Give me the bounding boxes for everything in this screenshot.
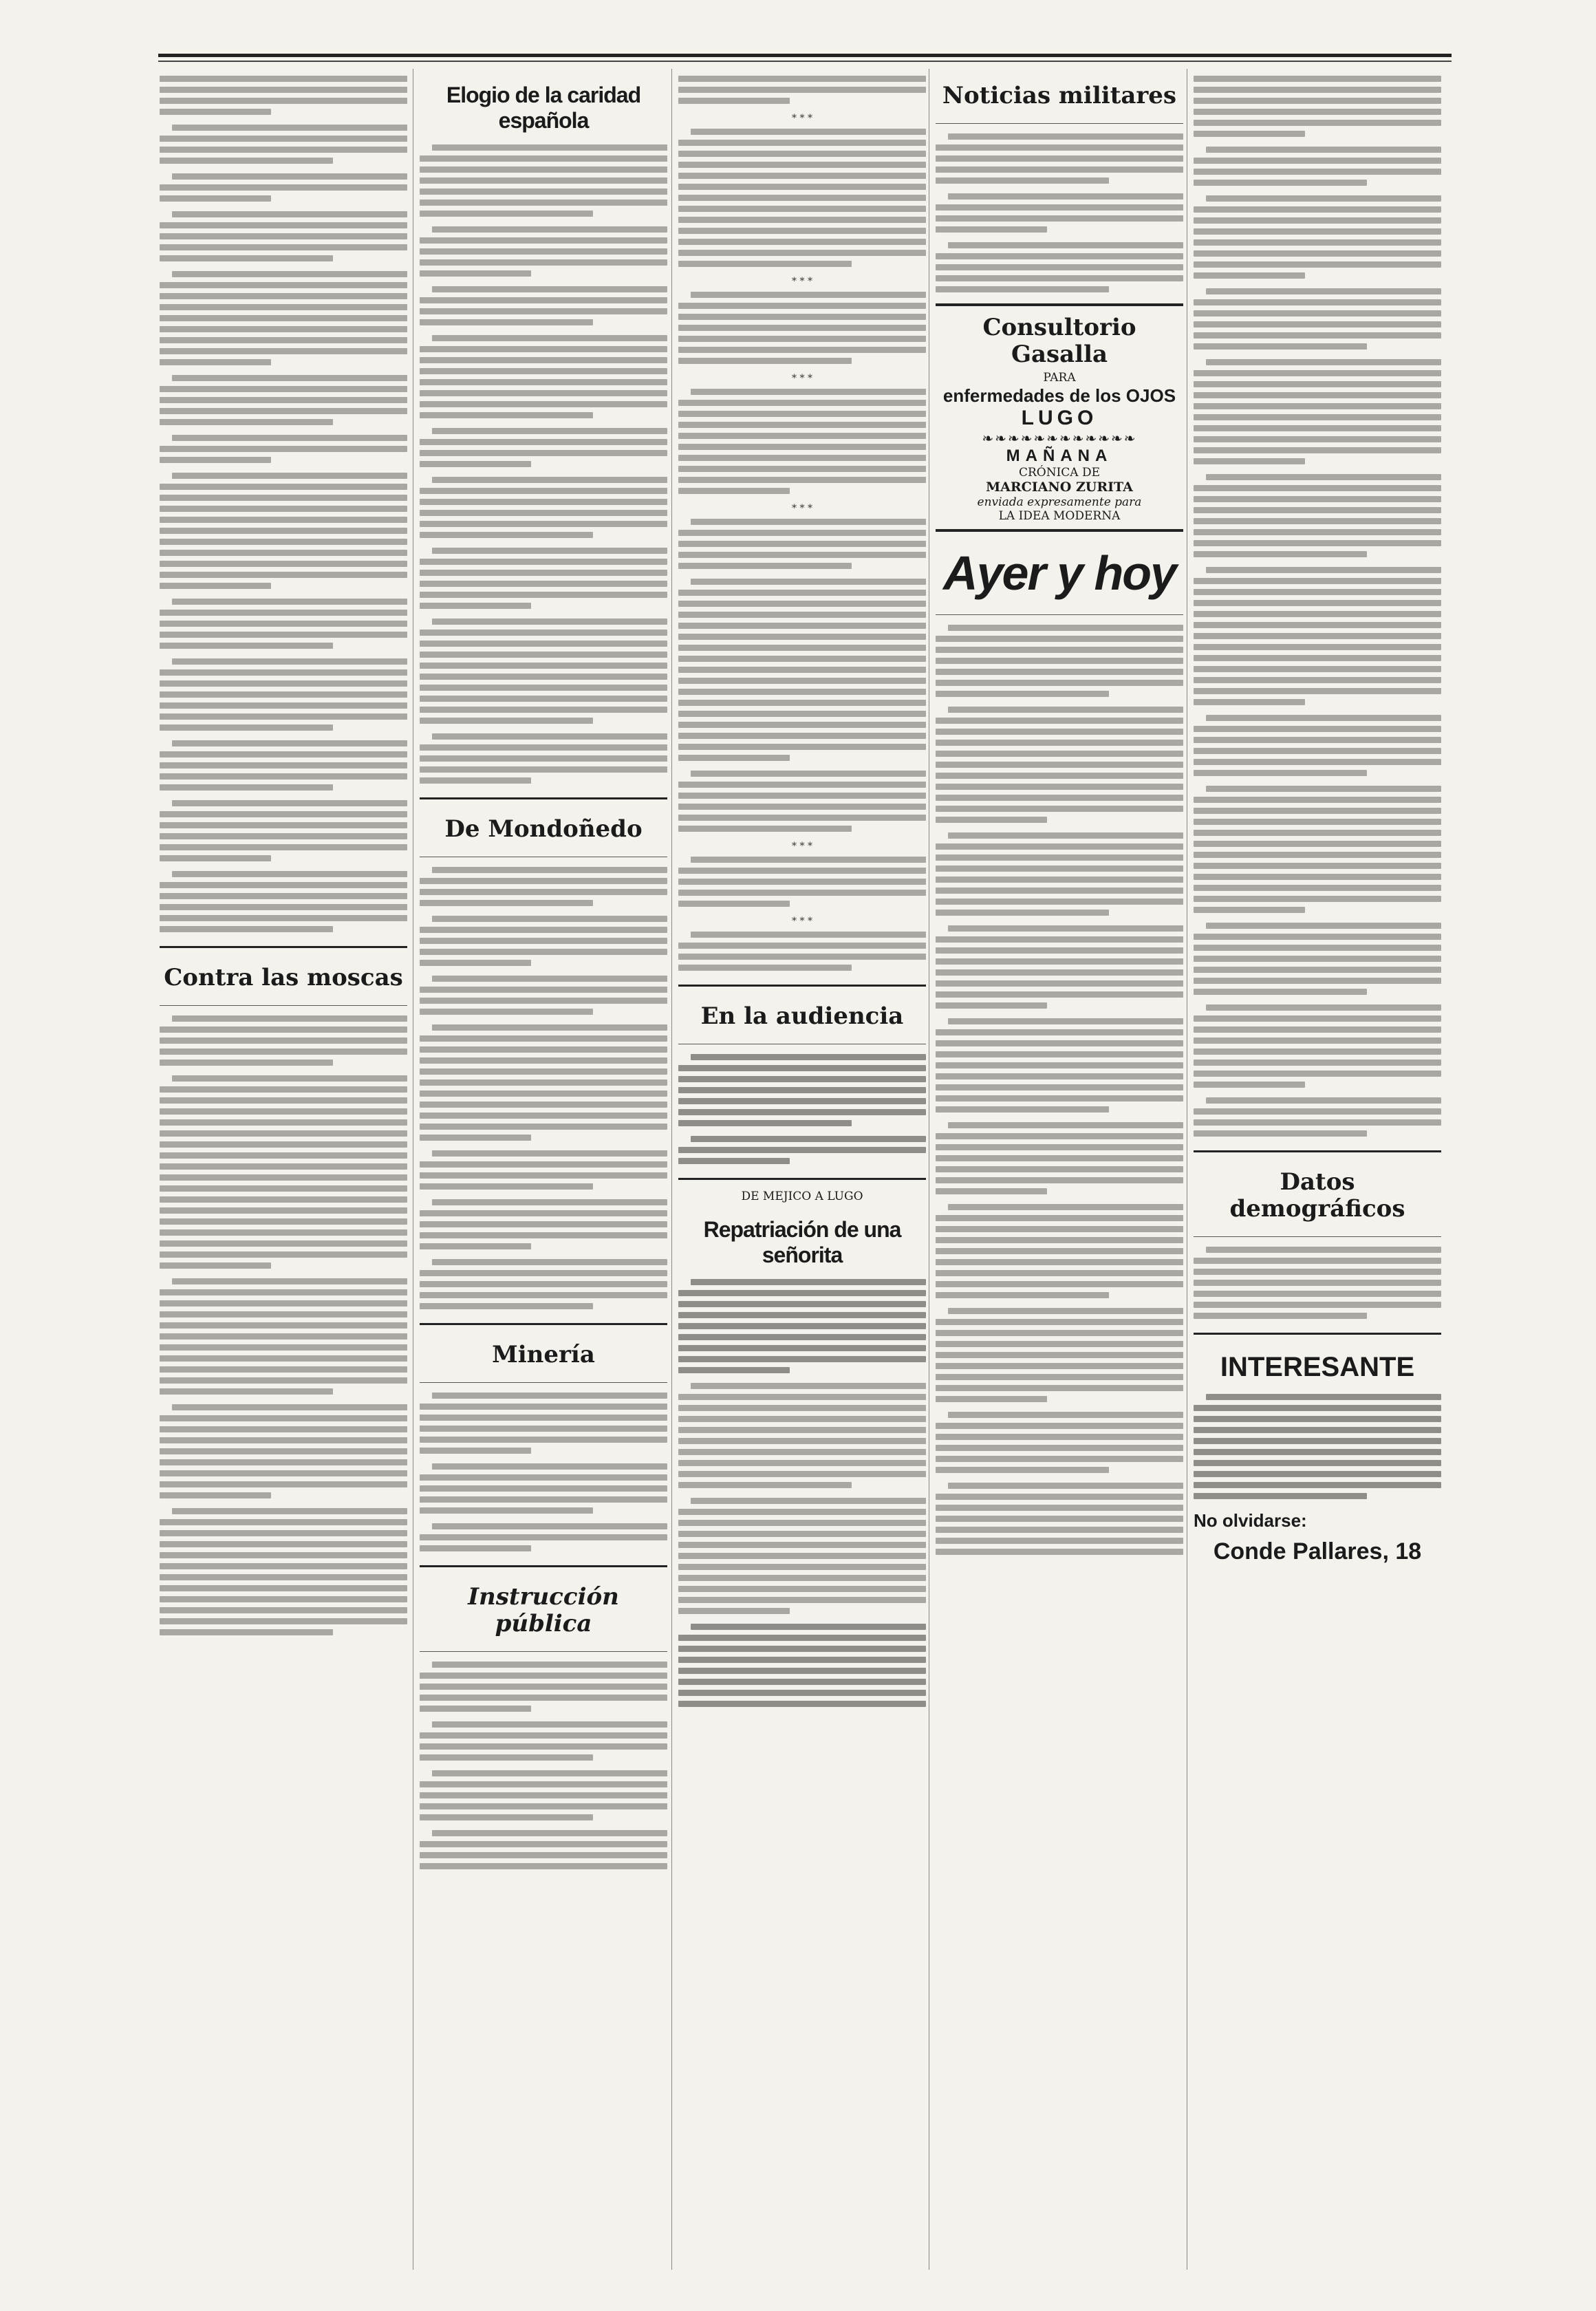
heading-datos: Datos demográficos <box>1229 1168 1405 1223</box>
heading-repatriacion: Repatriación de una señorita <box>703 1217 901 1268</box>
section-rule <box>1194 1236 1441 1237</box>
article-body <box>1194 76 1441 1141</box>
section-rule <box>420 1323 667 1325</box>
article-body <box>936 133 1183 297</box>
kicker-mejico: DE MEJICO A LUGO <box>741 1190 863 1204</box>
heading-noticias: Noticias militares <box>942 82 1177 109</box>
section-rule <box>1194 1333 1441 1335</box>
column-separator <box>671 69 672 2270</box>
top-rule-thin <box>158 61 1452 62</box>
heading-mondonedo: De Mondoñedo <box>444 815 643 843</box>
heading-audiencia: En la audiencia <box>700 1002 904 1030</box>
section-rule <box>678 1178 926 1180</box>
consultorio-title: Consultorio Gasalla <box>982 314 1136 369</box>
consultorio-ad <box>936 303 1183 532</box>
section-rule <box>420 797 667 799</box>
section-rule <box>420 1565 667 1567</box>
article-body <box>160 76 407 936</box>
article-body <box>420 1393 667 1556</box>
separator-stars: * * * <box>792 373 812 384</box>
article-body <box>420 1662 667 1873</box>
article-body <box>420 867 667 1313</box>
cronica-sent: enviada expresamente para <box>977 495 1142 509</box>
separator-stars: * * * <box>792 916 812 927</box>
article-body <box>678 76 926 975</box>
column-1 <box>160 76 407 2270</box>
article-body <box>678 1054 926 1168</box>
consultorio-city: LUGO <box>1021 406 1098 429</box>
article-body <box>1194 1247 1441 1323</box>
section-rule <box>160 946 407 948</box>
consultorio-when: MAÑANA <box>1006 446 1113 465</box>
consultorio-ojos: enfermedades de los OJOS <box>942 385 1176 406</box>
no-olvidarse: No olvidarse: <box>1194 1510 1307 1531</box>
article-body <box>936 625 1183 1559</box>
separator-stars: * * * <box>792 503 812 514</box>
separator-stars: * * * <box>792 113 812 124</box>
section-rule <box>1194 1150 1441 1152</box>
heading-mineria: Minería <box>492 1340 595 1368</box>
heading-contra-moscas: Contra las moscas <box>164 964 403 991</box>
article-body <box>678 1279 926 1711</box>
column-5 <box>1194 76 1441 2270</box>
separator-stars: * * * <box>792 276 812 287</box>
article-body <box>160 1015 407 1640</box>
section-rule <box>420 1382 667 1383</box>
cronica-paper: LA IDEA MODERNA <box>998 509 1121 524</box>
section-rule <box>936 614 1183 615</box>
separator-stars: * * * <box>792 841 812 852</box>
column-2 <box>420 76 667 2270</box>
heading-elogio: Elogio de la caridad española <box>446 83 641 133</box>
section-rule <box>936 123 1183 124</box>
column-3 <box>678 76 926 2270</box>
column-4 <box>936 76 1183 2270</box>
heading-interesante: INTERESANTE <box>1220 1352 1415 1383</box>
ad-address: Conde Pallares, 18 <box>1213 1538 1422 1565</box>
cronica-label: CRÓNICA DE <box>1018 465 1101 480</box>
section-rule <box>420 1651 667 1652</box>
consultorio-para: PARA <box>1043 371 1076 385</box>
article-body <box>420 144 667 788</box>
section-rule <box>678 985 926 987</box>
heading-ayer-hoy: Ayer y hoy <box>943 546 1176 600</box>
top-rule <box>158 54 1452 57</box>
cronica-author: MARCIANO ZURITA <box>986 480 1133 495</box>
section-rule <box>160 1005 407 1006</box>
advert-body <box>1194 1394 1441 1503</box>
heading-instruccion: Instrucción pública <box>468 1582 619 1637</box>
ornament-row: ❧❧❧❧❧❧❧❧❧❧❧❧ <box>982 429 1137 447</box>
